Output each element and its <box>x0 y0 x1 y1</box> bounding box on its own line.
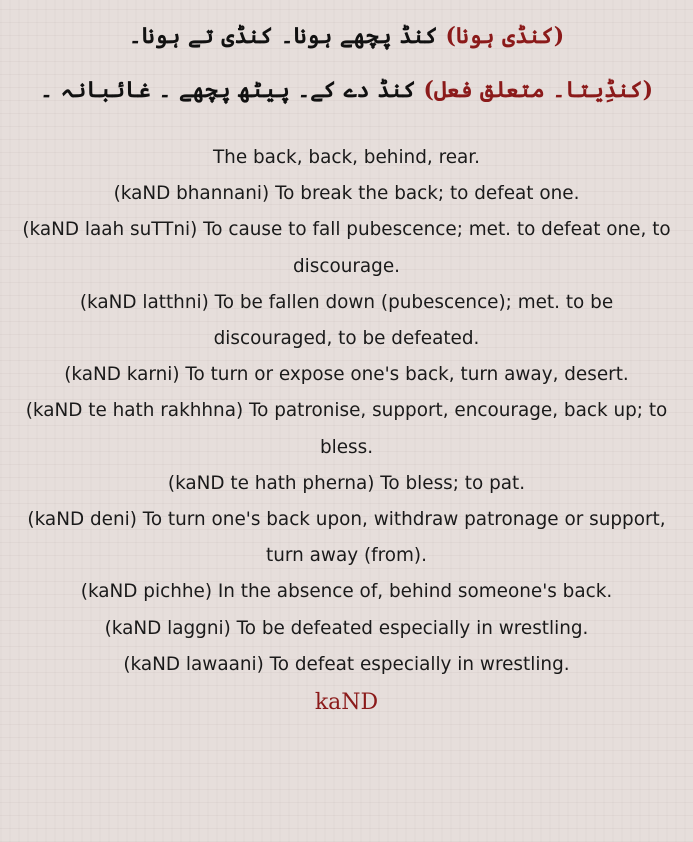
urdu-heading-2-text: کنڈ دے کے۔ پیٹھ پچھے ۔ غائبانہ ۔ <box>39 77 416 103</box>
definition-entry: (kaND laggni) To be defeated especially in wrestling. <box>104 617 589 639</box>
definition-entry: (kaND lawaani) To defeat especially in wrestling. <box>123 653 570 675</box>
definition-entry-main: The back, back, behind, rear. <box>212 147 481 168</box>
headword-footer: kaND <box>314 690 379 716</box>
definition-entry: (kaND latthni) To be fallen down (pubescence); met. to be discouraged, to be defeated. <box>79 291 614 350</box>
definition-entry: (kaND te hath pherna) To bless; to pat. <box>167 472 526 494</box>
urdu-heading-2-red: (کنڈِیتا۔ متعلق فعل) <box>423 77 654 103</box>
definition-entry: (kaND deni) To turn one's back upon, withdraw patronage or support, turn away (from). <box>27 509 666 567</box>
urdu-heading-1-text: کنڈ پچھے ہونا۔ کنڈی تے ہونا۔ <box>128 23 438 49</box>
definition-entry: (kaND laah suTTni) To cause to fall pubescence; met. to defeat one, to discourage. <box>22 219 671 277</box>
urdu-heading-line-2 <box>12 76 681 104</box>
urdu-heading-line-1 <box>12 22 681 50</box>
definition-list <box>12 140 681 683</box>
definition-entry: (kaND pichhe) In the absence of, behind someone's back. <box>80 581 613 603</box>
definition-entry: (kaND te hath rakhhna) To patronise, support, encourage, back up; to bless. <box>25 400 668 458</box>
definition-entry: (kaND bhannani) To break the back; to defeat one. <box>113 183 580 205</box>
definition-entry: (kaND karni) To turn or expose one's back, turn away, desert. <box>64 364 629 386</box>
urdu-heading-1-red: (کنڈی ہونا) <box>445 23 565 49</box>
